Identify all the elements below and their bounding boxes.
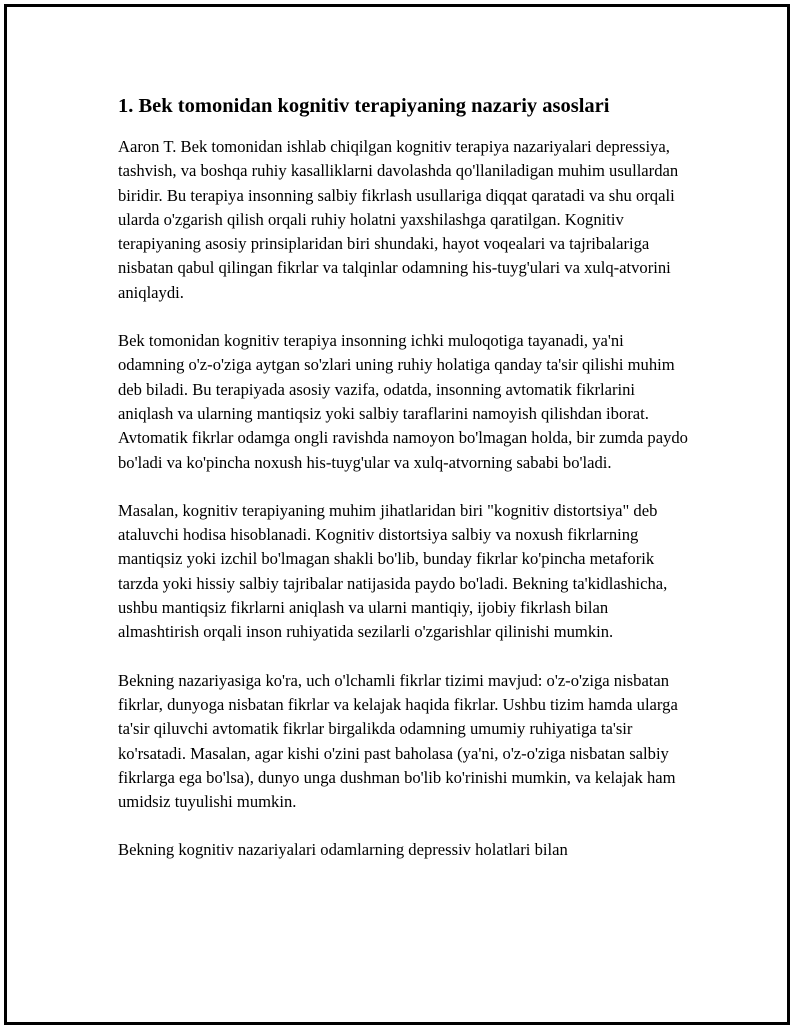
section-heading: 1. Bek tomonidan kognitiv terapiyaning nazariy asoslari	[118, 95, 610, 117]
document-body	[118, 93, 688, 887]
paragraph-2: Bek tomonidan kognitiv terapiya insonning ichki muloqotiga tayanadi, ya'ni odamning o'z-o'ziga aytgan so'zlari uning ruhiy holatiga qanday ta'sir qilishi muhim deb biladi. Bu terapiyada asosiy vazifa, odatda, insonning avtomatik fikrlarini aniqlash va ularning mantiqsiz yoki salbiy taraflarini namoyish qilishdan iborat. Avtomatik fikrlar odamga ongli ravishda namoyon bo'lmagan holda, bir zumda paydo bo'ladi va ko'pincha noxush his-tuyg'ular va xulq-atvorning sababi bo'ladi.	[118, 331, 688, 472]
paragraph-4: Bekning nazariyasiga ko'ra, uch o'lchamli fikrlar tizimi mavjud: o'z-o'ziga nisbatan fikrlar, dunyoga nisbatan fikrlar va kelajak haqida fikrlar. Ushbu tizim hamda ularga ta'sir qiluvchi avtomatik fikrlar birgalikda odamning umumiy ruhiyatiga ta'sir ko'rsatadi. Masalan, agar kishi o'zini past baholasa (ya'ni, o'z-o'ziga nisbatan salbiy fikrlarga ega bo'lsa), dunyo unga dushman bo'lib ko'rinishi mumkin, va kelajak ham umidsiz tuyulishi mumkin.	[118, 670, 678, 812]
paragraph-1: Aaron T. Bek tomonidan ishlab chiqilgan kognitiv terapiya nazariyalari depressiya, tashvish, va boshqa ruhiy kasalliklarni davolashda qo'llaniladigan muhim usullardan biridir. Bu terapiya insonning salbiy fikrlash usullariga diqqat qaratadi va shu orqali ularda o'zgarish qilish orqali ruhiy holatni yaxshilashga qaratilgan. Kognitiv terapiyaning asosiy prinsiplaridan biri shundaki, hayot voqealari va tajribalariga nisbatan qabul qilingan fikrlar va talqinlar odamning his-tuyg'ulari va xulq-atvorini aniqlaydi.	[118, 137, 679, 302]
paragraph-5: Bekning kognitiv nazariyalari odamlarning depressiv holatlari bilan	[118, 840, 568, 860]
paragraph-3: Masalan, kognitiv terapiyaning muhim jihatlaridan biri "kognitiv distortsiya" deb ataluvchi hodisa hisoblanadi. Kognitiv distortsiya salbiy va noxush fikrlarning mantiqsiz yoki izchil bo'lmagan shakli bo'lib, bunday fikrlar ko'pincha metaforik tarzda yoki hissiy salbiy tajribalar natijasida paydo bo'ladi. Bekning ta'kidlashicha, ushbu mantiqsiz fikrlarni aniqlash va ularni mantiqiy, ijobiy fikrlash bilan almashtirish orqali inson ruhiyatida sezilarli o'zgarishlar qilinishi mumkin.	[118, 500, 668, 642]
